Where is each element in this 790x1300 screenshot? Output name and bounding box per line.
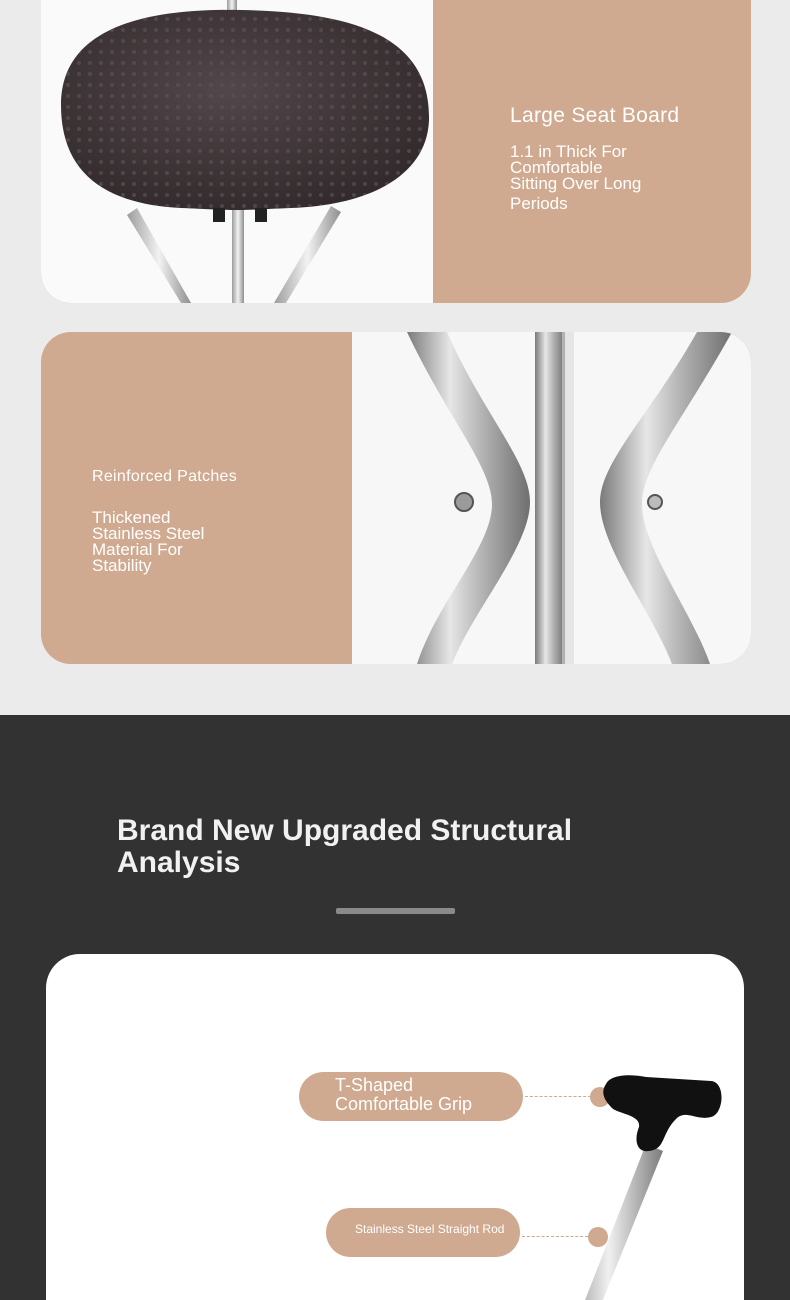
feature-card-seat <box>41 0 751 303</box>
cane-grip-photo <box>561 1069 744 1300</box>
seat-photo <box>41 0 433 303</box>
callout-rod: Stainless Steel Straight Rod <box>326 1208 520 1257</box>
feature-description: Thickened Stainless Steel Material For Stability <box>92 508 205 575</box>
seat-text <box>510 104 710 212</box>
feature-card-frame <box>41 332 751 664</box>
section-heading: Brand New Upgraded Structural Analysis <box>117 814 573 879</box>
structural-analysis-section <box>0 715 790 1300</box>
heading-divider <box>336 908 455 914</box>
frame-text <box>92 468 312 574</box>
feature-title: Reinforced Patches <box>92 468 238 485</box>
feature-title: Large Seat Board <box>510 104 680 127</box>
frame-joint-photo <box>352 332 751 664</box>
analysis-panel <box>46 954 744 1300</box>
feature-description: 1.1 in Thick For Comfortable Sitting Over Long Periods <box>510 142 642 213</box>
callout-grip: T-Shaped Comfortable Grip <box>299 1072 523 1121</box>
